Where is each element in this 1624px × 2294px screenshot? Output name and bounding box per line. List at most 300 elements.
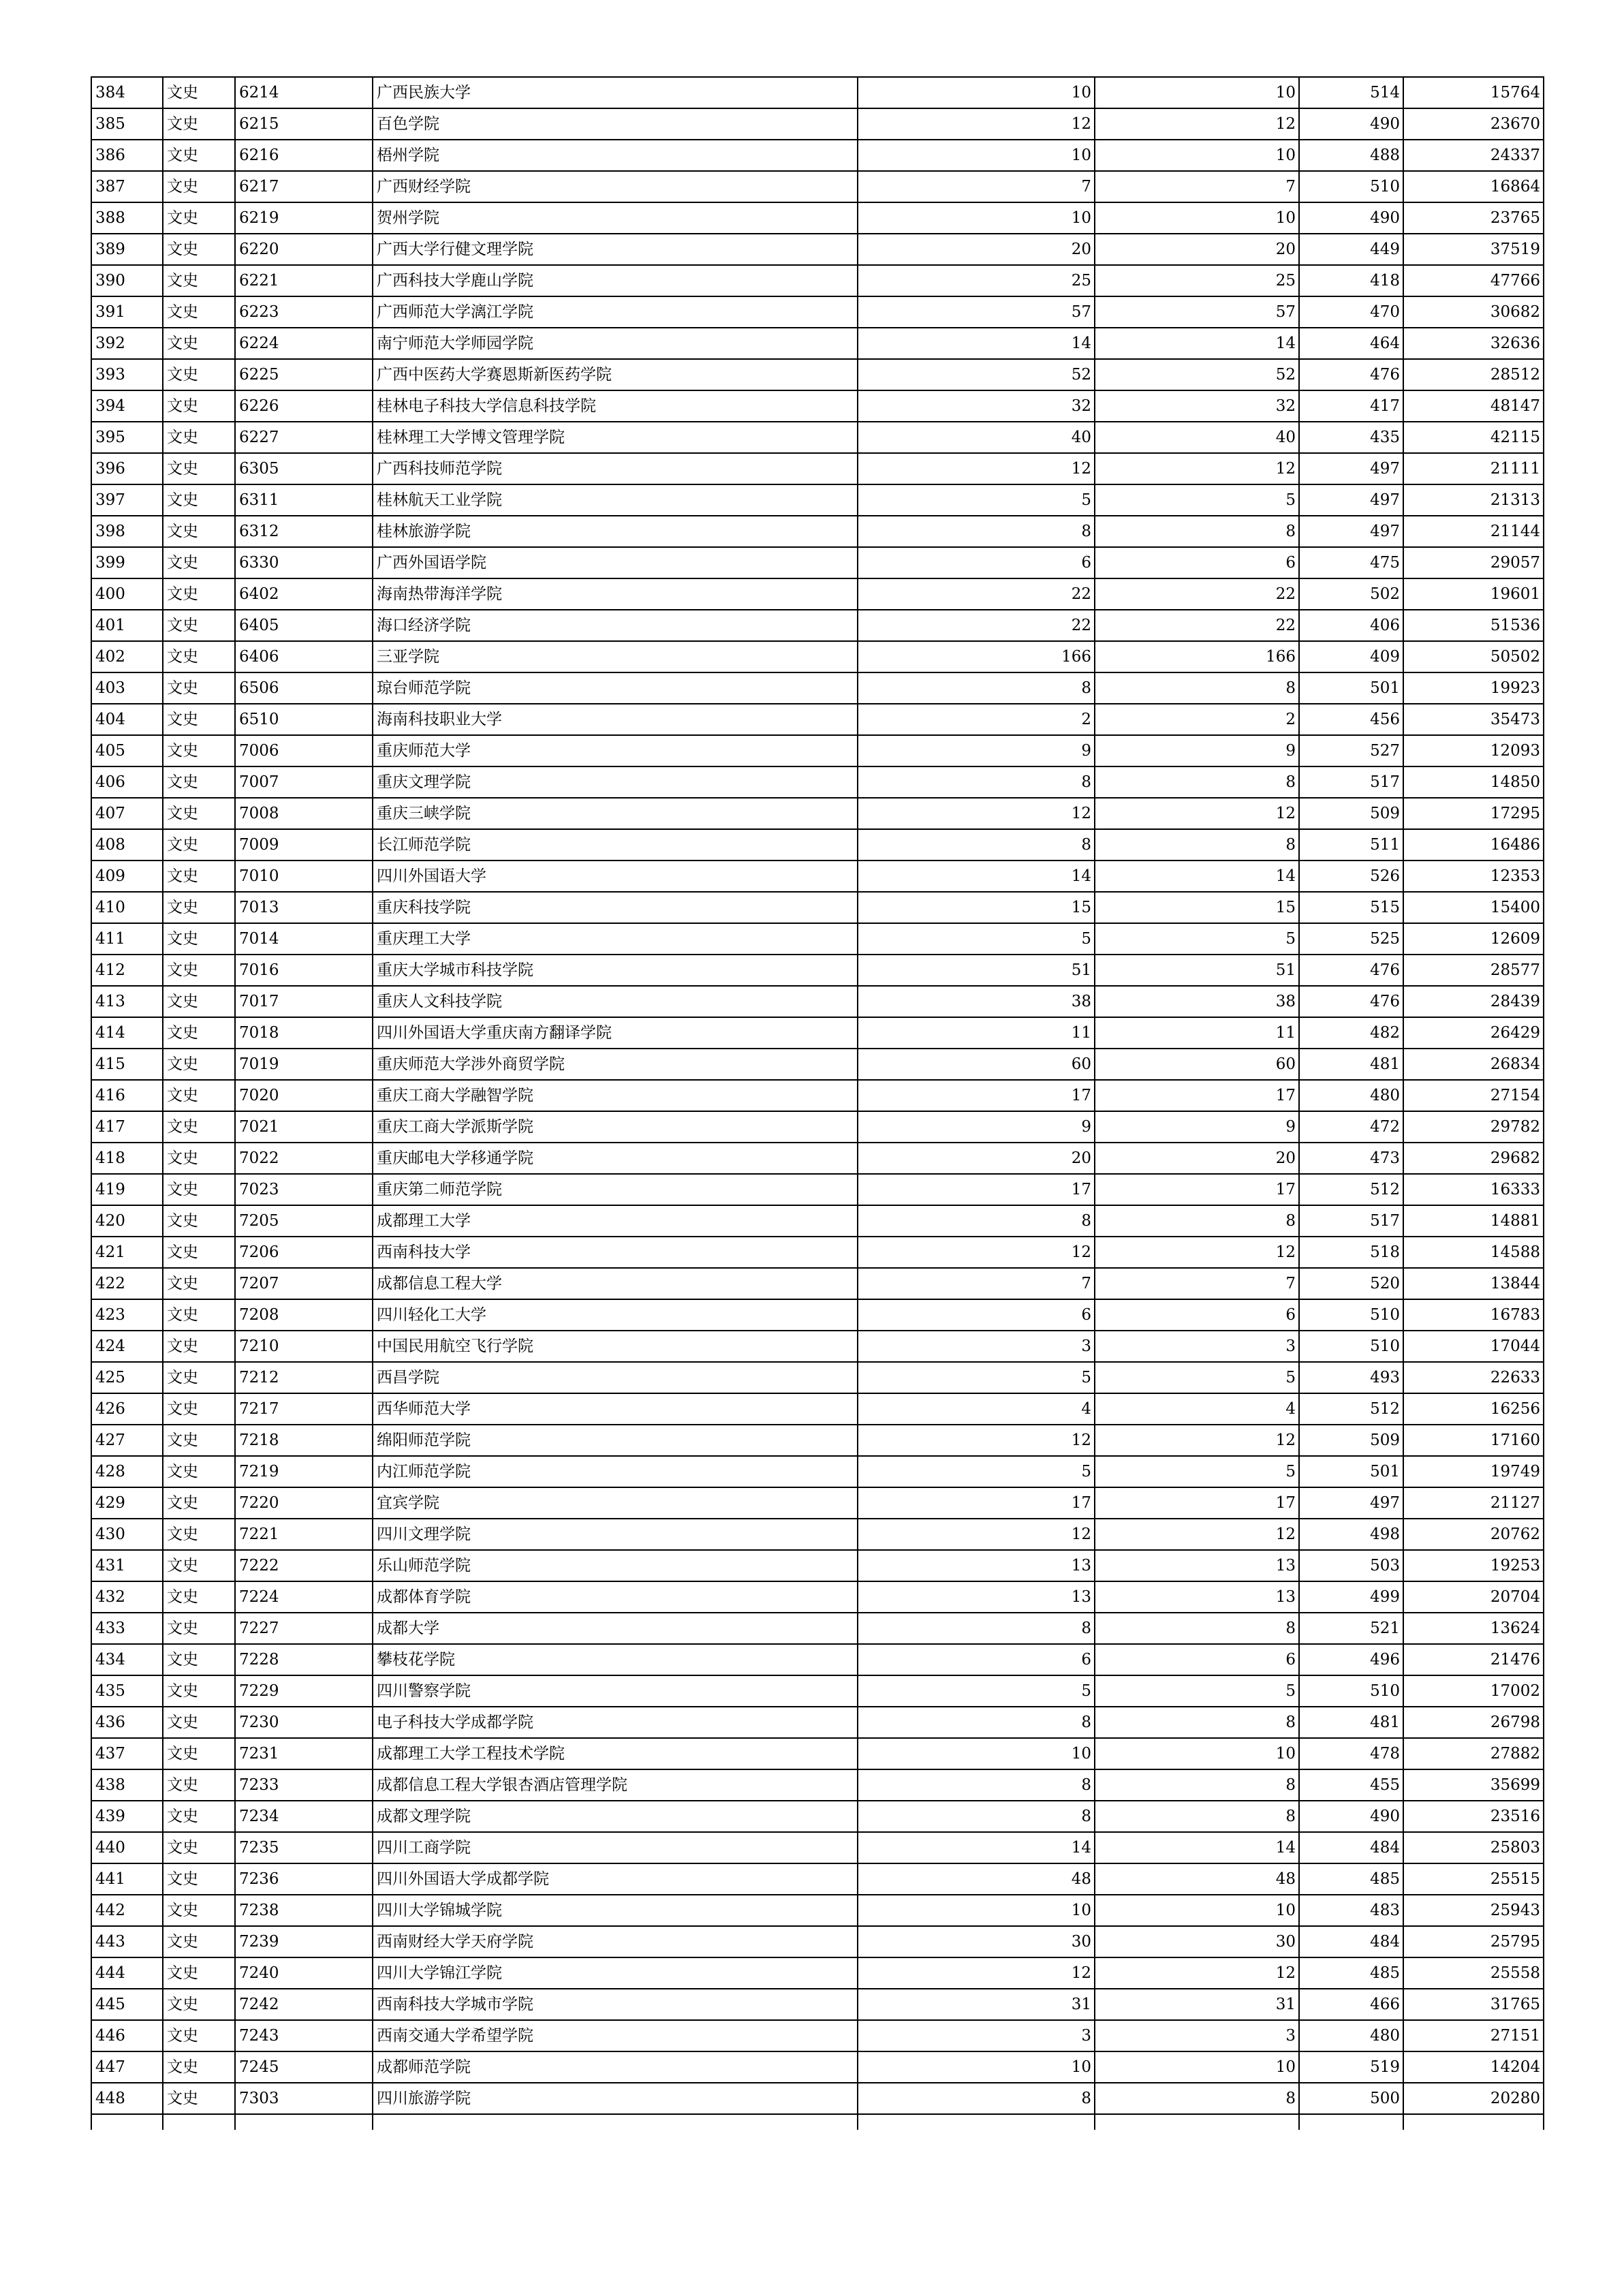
school-code-cell: 7018: [235, 1017, 373, 1049]
table-row: [91, 1174, 1544, 1205]
category-cell: 文史: [163, 1707, 235, 1738]
min-rank-cell: 24337: [1403, 140, 1544, 171]
school-code-cell: 6311: [235, 484, 373, 516]
school-code-cell: 7234: [235, 1801, 373, 1832]
plan-count-cell: 60: [858, 1049, 1095, 1080]
table-row: [91, 1080, 1544, 1111]
school-code-cell: 6224: [235, 328, 373, 359]
row-index-cell: 435: [91, 1675, 163, 1707]
school-code-cell: 6223: [235, 296, 373, 328]
admitted-count-cell: 10: [1095, 202, 1299, 234]
row-index-cell: 393: [91, 359, 163, 390]
row-index-cell: 444: [91, 1957, 163, 1989]
school-name-cell: 百色学院: [373, 108, 858, 140]
plan-count-cell: 13: [858, 1581, 1095, 1613]
category-cell: 文史: [163, 202, 235, 234]
plan-count-cell: 10: [858, 140, 1095, 171]
admitted-count-cell: 51: [1095, 955, 1299, 986]
admitted-count-cell: 20: [1095, 1143, 1299, 1174]
table-row: [91, 578, 1544, 610]
row-index-cell: 404: [91, 704, 163, 735]
min-rank-cell: 37519: [1403, 234, 1544, 265]
school-name-cell: 重庆师范大学涉外商贸学院: [373, 1049, 858, 1080]
table-row: [91, 2051, 1544, 2083]
admitted-count-cell: 48: [1095, 1863, 1299, 1895]
admitted-count-cell: 12: [1095, 1425, 1299, 1456]
min-rank-cell: 16783: [1403, 1299, 1544, 1331]
table-row: [91, 265, 1544, 296]
plan-count-cell: 30: [858, 1926, 1095, 1957]
school-code-cell: 7013: [235, 892, 373, 923]
category-cell: 文史: [163, 390, 235, 422]
plan-count-cell: 3: [858, 1331, 1095, 1362]
row-index-cell: 408: [91, 829, 163, 861]
plan-count-cell: 8: [858, 1205, 1095, 1237]
plan-count-cell: 17: [858, 1174, 1095, 1205]
admitted-count-cell: 6: [1095, 1644, 1299, 1675]
min-rank-cell: 50502: [1403, 641, 1544, 672]
table-row: [91, 1017, 1544, 1049]
min-rank-cell: 14850: [1403, 766, 1544, 798]
admitted-count-cell: 8: [1095, 1707, 1299, 1738]
table-row: [91, 2020, 1544, 2051]
min-rank-cell: 25803: [1403, 1832, 1544, 1863]
plan-count-cell: 12: [858, 1425, 1095, 1456]
school-code-cell: 7219: [235, 1456, 373, 1487]
row-index-cell: 412: [91, 955, 163, 986]
row-index-cell: 423: [91, 1299, 163, 1331]
min-score-cell: 519: [1299, 2051, 1403, 2083]
table-row: [91, 296, 1544, 328]
plan-count-cell: 7: [858, 171, 1095, 202]
school-code-cell: 7212: [235, 1362, 373, 1393]
school-name-cell: 西南科技大学: [373, 1237, 858, 1268]
plan-count-cell: 8: [858, 516, 1095, 547]
admitted-count-cell: 15: [1095, 892, 1299, 923]
school-code-cell: 7227: [235, 1613, 373, 1644]
min-rank-cell: 25943: [1403, 1895, 1544, 1926]
table-row: [91, 1049, 1544, 1080]
school-code-cell: 6217: [235, 171, 373, 202]
plan-count-cell: 10: [858, 2051, 1095, 2083]
school-name-cell: 重庆科技学院: [373, 892, 858, 923]
school-code-cell: 6214: [235, 77, 373, 108]
table-row: [91, 140, 1544, 171]
min-score-cell: 406: [1299, 610, 1403, 641]
school-name-cell: 琼台师范学院: [373, 672, 858, 704]
school-name-cell: 西华师范大学: [373, 1393, 858, 1425]
admitted-count-cell: 13: [1095, 1581, 1299, 1613]
school-code-cell: 7022: [235, 1143, 373, 1174]
school-name-cell: 重庆第二师范学院: [373, 1174, 858, 1205]
admission-table: [91, 76, 1544, 2130]
category-cell: 文史: [163, 1425, 235, 1456]
table-row: [91, 328, 1544, 359]
school-code-cell: 7218: [235, 1425, 373, 1456]
school-name-cell: 重庆人文科技学院: [373, 986, 858, 1017]
admitted-count-cell: 5: [1095, 923, 1299, 955]
admitted-count-cell: 166: [1095, 641, 1299, 672]
school-name-cell: 广西师范大学漓江学院: [373, 296, 858, 328]
plan-count-cell: 14: [858, 1832, 1095, 1863]
category-cell: 文史: [163, 234, 235, 265]
table-row: [91, 484, 1544, 516]
school-code-cell: 7016: [235, 955, 373, 986]
admitted-count-cell: 25: [1095, 265, 1299, 296]
table-row: [91, 1393, 1544, 1425]
school-name-cell: 宜宾学院: [373, 1487, 858, 1519]
row-index-cell: 420: [91, 1205, 163, 1237]
min-rank-cell: 17160: [1403, 1425, 1544, 1456]
min-score-cell: 520: [1299, 1268, 1403, 1299]
row-index-cell: 385: [91, 108, 163, 140]
min-score-cell: 484: [1299, 1832, 1403, 1863]
row-index-cell: 390: [91, 265, 163, 296]
min-score-cell: 485: [1299, 1863, 1403, 1895]
empty-cell: [91, 2114, 163, 2130]
row-index-cell: 392: [91, 328, 163, 359]
school-code-cell: 7245: [235, 2051, 373, 2083]
plan-count-cell: 12: [858, 453, 1095, 484]
school-code-cell: 7206: [235, 1237, 373, 1268]
admitted-count-cell: 11: [1095, 1017, 1299, 1049]
admitted-count-cell: 8: [1095, 2083, 1299, 2114]
school-name-cell: 四川外国语大学重庆南方翻译学院: [373, 1017, 858, 1049]
school-code-cell: 7228: [235, 1644, 373, 1675]
school-code-cell: 7220: [235, 1487, 373, 1519]
row-index-cell: 384: [91, 77, 163, 108]
school-code-cell: 7006: [235, 735, 373, 766]
school-name-cell: 广西财经学院: [373, 171, 858, 202]
admitted-count-cell: 10: [1095, 2051, 1299, 2083]
min-score-cell: 478: [1299, 1738, 1403, 1769]
category-cell: 文史: [163, 1331, 235, 1362]
min-score-cell: 482: [1299, 1017, 1403, 1049]
row-index-cell: 400: [91, 578, 163, 610]
admitted-count-cell: 5: [1095, 1456, 1299, 1487]
school-code-cell: 7303: [235, 2083, 373, 2114]
category-cell: 文史: [163, 108, 235, 140]
row-index-cell: 447: [91, 2051, 163, 2083]
row-index-cell: 405: [91, 735, 163, 766]
school-code-cell: 7230: [235, 1707, 373, 1738]
school-name-cell: 海南科技职业大学: [373, 704, 858, 735]
min-rank-cell: 19749: [1403, 1456, 1544, 1487]
min-score-cell: 525: [1299, 923, 1403, 955]
school-code-cell: 7008: [235, 798, 373, 829]
plan-count-cell: 5: [858, 1362, 1095, 1393]
min-score-cell: 480: [1299, 2020, 1403, 2051]
school-code-cell: 6312: [235, 516, 373, 547]
empty-cell: [235, 2114, 373, 2130]
empty-cell: [1299, 2114, 1403, 2130]
empty-cell: [1403, 2114, 1544, 2130]
row-index-cell: 391: [91, 296, 163, 328]
plan-count-cell: 6: [858, 1644, 1095, 1675]
school-name-cell: 乐山师范学院: [373, 1550, 858, 1581]
admitted-count-cell: 20: [1095, 234, 1299, 265]
category-cell: 文史: [163, 1738, 235, 1769]
table-row: [91, 610, 1544, 641]
plan-count-cell: 40: [858, 422, 1095, 453]
table-row: [91, 1738, 1544, 1769]
min-score-cell: 476: [1299, 955, 1403, 986]
plan-count-cell: 20: [858, 234, 1095, 265]
min-rank-cell: 27882: [1403, 1738, 1544, 1769]
table-row: [91, 108, 1544, 140]
plan-count-cell: 5: [858, 923, 1095, 955]
table-row: [91, 1111, 1544, 1143]
table-row: [91, 1895, 1544, 1926]
row-index-cell: 418: [91, 1143, 163, 1174]
table-row: [91, 422, 1544, 453]
min-score-cell: 518: [1299, 1237, 1403, 1268]
min-rank-cell: 30682: [1403, 296, 1544, 328]
min-rank-cell: 29057: [1403, 547, 1544, 578]
category-cell: 文史: [163, 328, 235, 359]
admitted-count-cell: 22: [1095, 578, 1299, 610]
min-score-cell: 515: [1299, 892, 1403, 923]
table-row: [91, 1205, 1544, 1237]
min-rank-cell: 19601: [1403, 578, 1544, 610]
school-code-cell: 6510: [235, 704, 373, 735]
row-index-cell: 402: [91, 641, 163, 672]
min-score-cell: 417: [1299, 390, 1403, 422]
plan-count-cell: 8: [858, 766, 1095, 798]
plan-count-cell: 5: [858, 1456, 1095, 1487]
row-index-cell: 401: [91, 610, 163, 641]
school-code-cell: 7221: [235, 1519, 373, 1550]
plan-count-cell: 10: [858, 1738, 1095, 1769]
plan-count-cell: 12: [858, 1957, 1095, 1989]
min-rank-cell: 21111: [1403, 453, 1544, 484]
row-index-cell: 397: [91, 484, 163, 516]
table-row: [91, 1268, 1544, 1299]
school-name-cell: 桂林旅游学院: [373, 516, 858, 547]
school-name-cell: 西南科技大学城市学院: [373, 1989, 858, 2020]
admitted-count-cell: 10: [1095, 1738, 1299, 1769]
min-rank-cell: 14588: [1403, 1237, 1544, 1268]
table-row: [91, 829, 1544, 861]
admitted-count-cell: 7: [1095, 1268, 1299, 1299]
school-code-cell: 7205: [235, 1205, 373, 1237]
table-row: [91, 77, 1544, 108]
school-name-cell: 重庆工商大学派斯学院: [373, 1111, 858, 1143]
row-index-cell: 416: [91, 1080, 163, 1111]
table-row: [91, 1299, 1544, 1331]
min-score-cell: 481: [1299, 1049, 1403, 1080]
row-index-cell: 436: [91, 1707, 163, 1738]
school-code-cell: 6406: [235, 641, 373, 672]
category-cell: 文史: [163, 1049, 235, 1080]
plan-count-cell: 52: [858, 359, 1095, 390]
category-cell: 文史: [163, 1143, 235, 1174]
plan-count-cell: 15: [858, 892, 1095, 923]
table-row: [91, 1331, 1544, 1362]
row-index-cell: 441: [91, 1863, 163, 1895]
row-index-cell: 446: [91, 2020, 163, 2051]
plan-count-cell: 10: [858, 77, 1095, 108]
table-row: [91, 1644, 1544, 1675]
row-index-cell: 417: [91, 1111, 163, 1143]
table-row: [91, 1362, 1544, 1393]
school-name-cell: 电子科技大学成都学院: [373, 1707, 858, 1738]
school-name-cell: 重庆三峡学院: [373, 798, 858, 829]
row-index-cell: 433: [91, 1613, 163, 1644]
min-score-cell: 509: [1299, 798, 1403, 829]
plan-count-cell: 8: [858, 2083, 1095, 2114]
min-rank-cell: 14204: [1403, 2051, 1544, 2083]
admitted-count-cell: 17: [1095, 1174, 1299, 1205]
category-cell: 文史: [163, 265, 235, 296]
admitted-count-cell: 12: [1095, 1237, 1299, 1268]
category-cell: 文史: [163, 2020, 235, 2051]
category-cell: 文史: [163, 484, 235, 516]
school-code-cell: 7224: [235, 1581, 373, 1613]
admitted-count-cell: 14: [1095, 1832, 1299, 1863]
min-rank-cell: 21127: [1403, 1487, 1544, 1519]
admitted-count-cell: 12: [1095, 1519, 1299, 1550]
row-index-cell: 410: [91, 892, 163, 923]
school-name-cell: 重庆师范大学: [373, 735, 858, 766]
plan-count-cell: 8: [858, 1613, 1095, 1644]
table-row: [91, 2083, 1544, 2114]
min-score-cell: 501: [1299, 1456, 1403, 1487]
row-index-cell: 426: [91, 1393, 163, 1425]
row-index-cell: 387: [91, 171, 163, 202]
min-score-cell: 455: [1299, 1769, 1403, 1801]
plan-count-cell: 9: [858, 735, 1095, 766]
min-score-cell: 473: [1299, 1143, 1403, 1174]
category-cell: 文史: [163, 453, 235, 484]
admitted-count-cell: 40: [1095, 422, 1299, 453]
min-score-cell: 510: [1299, 1331, 1403, 1362]
min-score-cell: 497: [1299, 484, 1403, 516]
min-score-cell: 435: [1299, 422, 1403, 453]
admitted-count-cell: 38: [1095, 986, 1299, 1017]
min-rank-cell: 16864: [1403, 171, 1544, 202]
min-score-cell: 481: [1299, 1707, 1403, 1738]
plan-count-cell: 14: [858, 328, 1095, 359]
min-score-cell: 485: [1299, 1957, 1403, 1989]
admitted-count-cell: 6: [1095, 1299, 1299, 1331]
row-index-cell: 440: [91, 1832, 163, 1863]
min-rank-cell: 12093: [1403, 735, 1544, 766]
category-cell: 文史: [163, 2051, 235, 2083]
min-rank-cell: 21144: [1403, 516, 1544, 547]
category-cell: 文史: [163, 955, 235, 986]
school-code-cell: 7021: [235, 1111, 373, 1143]
row-index-cell: 439: [91, 1801, 163, 1832]
school-code-cell: 7208: [235, 1299, 373, 1331]
table-row: [91, 1487, 1544, 1519]
min-rank-cell: 16486: [1403, 829, 1544, 861]
category-cell: 文史: [163, 1832, 235, 1863]
school-name-cell: 绵阳师范学院: [373, 1425, 858, 1456]
school-name-cell: 西昌学院: [373, 1362, 858, 1393]
school-code-cell: 7222: [235, 1550, 373, 1581]
school-code-cell: 6225: [235, 359, 373, 390]
min-rank-cell: 28439: [1403, 986, 1544, 1017]
plan-count-cell: 17: [858, 1487, 1095, 1519]
row-index-cell: 396: [91, 453, 163, 484]
school-code-cell: 7242: [235, 1989, 373, 2020]
school-name-cell: 四川旅游学院: [373, 2083, 858, 2114]
min-rank-cell: 25558: [1403, 1957, 1544, 1989]
table-row: [91, 1863, 1544, 1895]
school-code-cell: 7010: [235, 861, 373, 892]
school-name-cell: 广西中医药大学赛恩斯新医药学院: [373, 359, 858, 390]
row-index-cell: 403: [91, 672, 163, 704]
admitted-count-cell: 7: [1095, 171, 1299, 202]
min-score-cell: 521: [1299, 1613, 1403, 1644]
school-name-cell: 广西科技师范学院: [373, 453, 858, 484]
plan-count-cell: 48: [858, 1863, 1095, 1895]
plan-count-cell: 6: [858, 1299, 1095, 1331]
continuation-row: [91, 2114, 1544, 2130]
admitted-count-cell: 60: [1095, 1049, 1299, 1080]
school-code-cell: 6402: [235, 578, 373, 610]
school-code-cell: 7019: [235, 1049, 373, 1080]
min-score-cell: 409: [1299, 641, 1403, 672]
school-code-cell: 6506: [235, 672, 373, 704]
school-code-cell: 7239: [235, 1926, 373, 1957]
min-rank-cell: 21313: [1403, 484, 1544, 516]
category-cell: 文史: [163, 1519, 235, 1550]
admitted-count-cell: 17: [1095, 1080, 1299, 1111]
school-code-cell: 7229: [235, 1675, 373, 1707]
school-code-cell: 7023: [235, 1174, 373, 1205]
category-cell: 文史: [163, 422, 235, 453]
min-score-cell: 503: [1299, 1550, 1403, 1581]
min-rank-cell: 19923: [1403, 672, 1544, 704]
table-row: [91, 1425, 1544, 1456]
school-name-cell: 攀枝花学院: [373, 1644, 858, 1675]
school-name-cell: 梧州学院: [373, 140, 858, 171]
min-rank-cell: 22633: [1403, 1362, 1544, 1393]
row-index-cell: 411: [91, 923, 163, 955]
table-row: [91, 516, 1544, 547]
school-name-cell: 海口经济学院: [373, 610, 858, 641]
category-cell: 文史: [163, 1456, 235, 1487]
school-name-cell: 四川外国语大学: [373, 861, 858, 892]
min-score-cell: 475: [1299, 547, 1403, 578]
category-cell: 文史: [163, 296, 235, 328]
row-index-cell: 425: [91, 1362, 163, 1393]
min-score-cell: 514: [1299, 77, 1403, 108]
school-name-cell: 长江师范学院: [373, 829, 858, 861]
min-score-cell: 476: [1299, 986, 1403, 1017]
min-score-cell: 488: [1299, 140, 1403, 171]
plan-count-cell: 4: [858, 1393, 1095, 1425]
school-code-cell: 6226: [235, 390, 373, 422]
school-name-cell: 四川警察学院: [373, 1675, 858, 1707]
school-name-cell: 南宁师范大学师园学院: [373, 328, 858, 359]
row-index-cell: 430: [91, 1519, 163, 1550]
min-rank-cell: 29682: [1403, 1143, 1544, 1174]
table-row: [91, 1675, 1544, 1707]
row-index-cell: 429: [91, 1487, 163, 1519]
min-rank-cell: 17044: [1403, 1331, 1544, 1362]
min-rank-cell: 26834: [1403, 1049, 1544, 1080]
table-row: [91, 1926, 1544, 1957]
table-row: [91, 1832, 1544, 1863]
plan-count-cell: 2: [858, 704, 1095, 735]
category-cell: 文史: [163, 1487, 235, 1519]
category-cell: 文史: [163, 578, 235, 610]
min-score-cell: 509: [1299, 1425, 1403, 1456]
plan-count-cell: 6: [858, 547, 1095, 578]
